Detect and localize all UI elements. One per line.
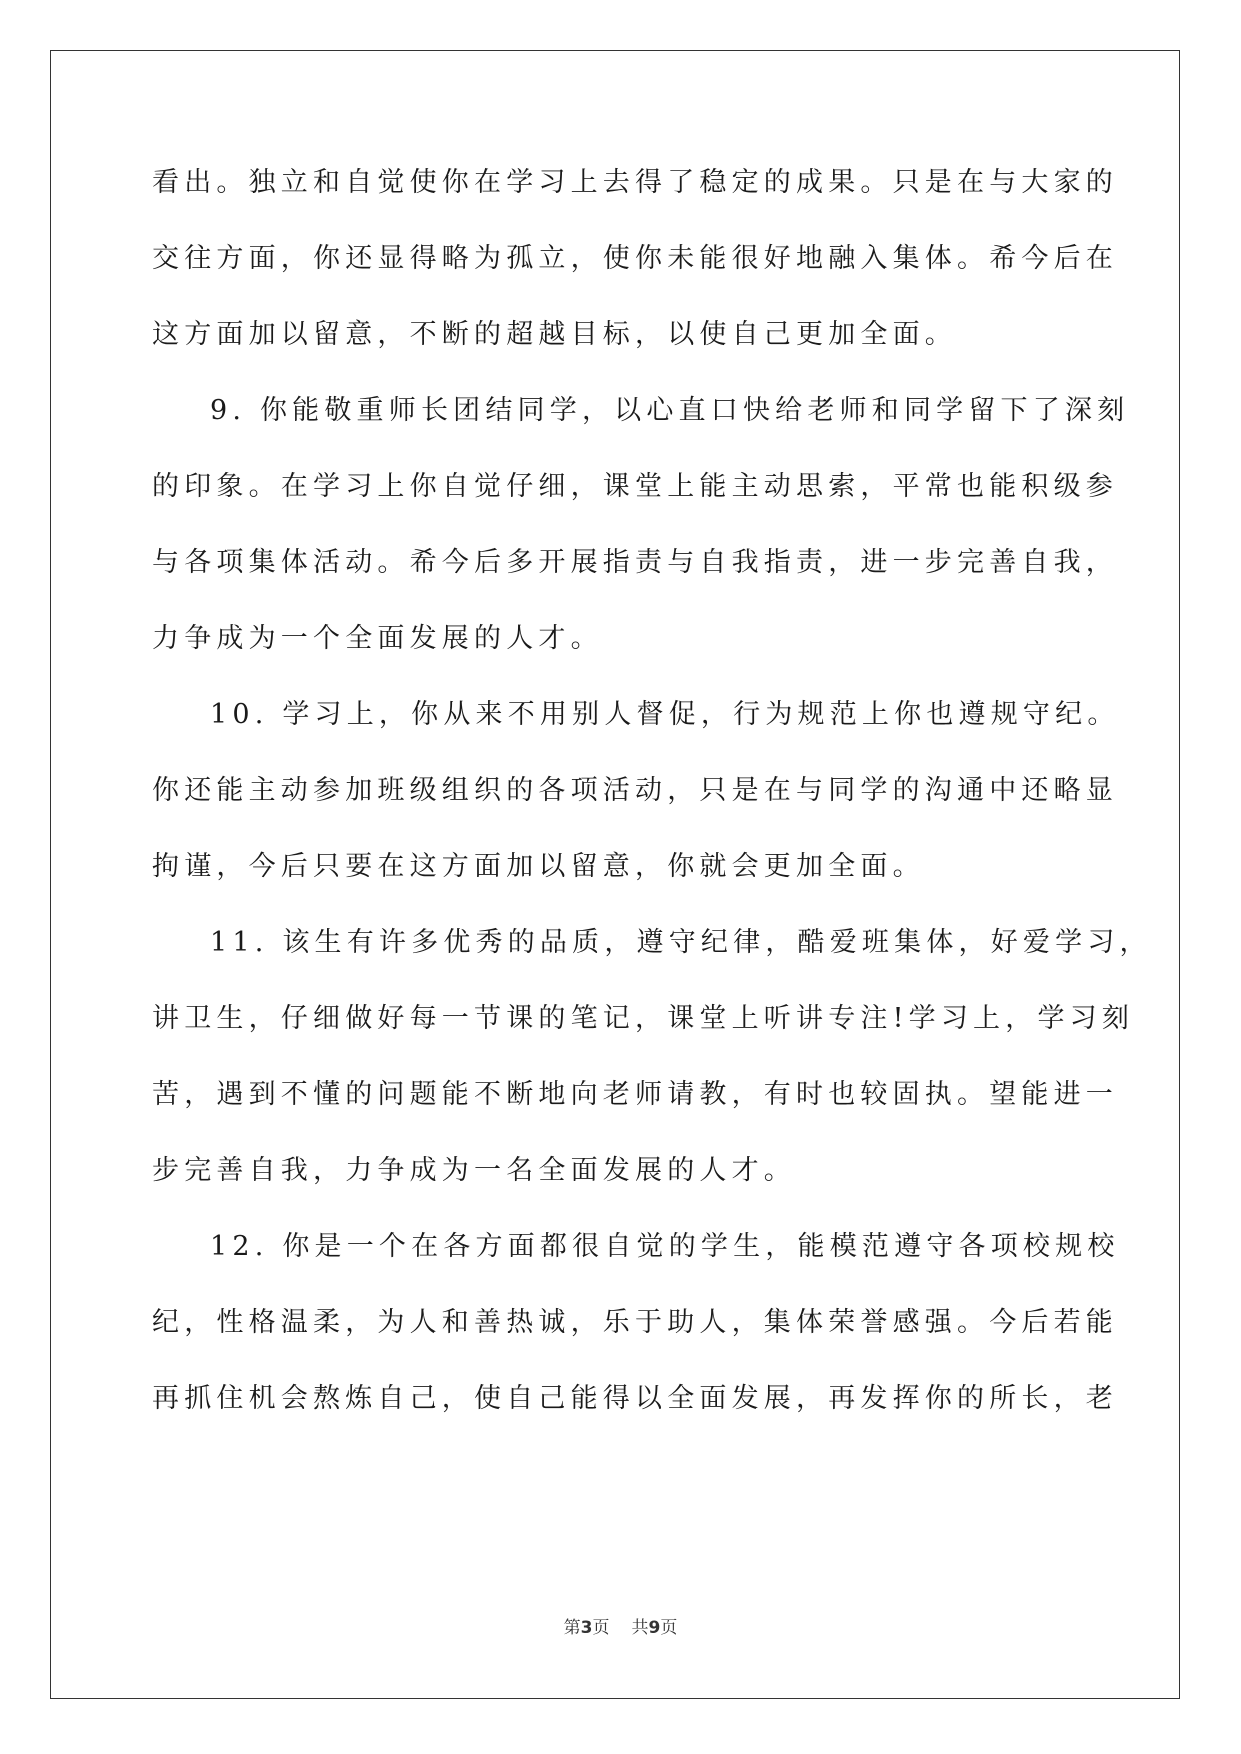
page-number-footer [0,1613,1241,1638]
paragraph-start-line: 10. 学习上，你从来不用别人督促，行为规范上你也遵规守纪。 [210,699,1120,730]
text-line: 的印象。在学习上你自觉仔细，课堂上能主动思索，平常也能积级参 [152,471,1118,502]
text-line: 再抓住机会熬炼自己，使自己能得以全面发展，再发挥你的所长，老 [152,1383,1118,1414]
text-line: 拘谨，今后只要在这方面加以留意，你就会更加全面。 [152,851,925,882]
text-line: 讲卫生，仔细做好每一节课的笔记，课堂上听讲专注!学习上，学习刻 [152,1003,1135,1034]
text-line: 你还能主动参加班级组织的各项活动，只是在与同学的沟通中还略显 [152,775,1118,806]
paragraph-start-line: 11. 该生有许多优秀的品质，遵守纪律，酷爱班集体，好爱学习， [210,927,1152,958]
footer-total-unit: 页 [660,1618,678,1638]
text-line: 这方面加以留意，不断的超越目标，以使自己更加全面。 [152,319,957,350]
text-line: 看出。独立和自觉使你在学习上去得了稳定的成果。只是在与大家的 [152,167,1118,198]
footer-total-prefix: 共 [631,1618,649,1638]
footer-prefix: 第 [563,1618,581,1638]
paragraph-start-line: 12. 你是一个在各方面都很自觉的学生，能模范遵守各项校规校 [210,1231,1120,1262]
text-line: 步完善自我，力争成为一名全面发展的人才。 [152,1155,796,1186]
text-line: 交往方面，你还显得略为孤立，使你未能很好地融入集体。希今后在 [152,243,1118,274]
text-line: 与各项集体活动。希今后多开展指责与自我指责，进一步完善自我， [152,547,1118,578]
current-page-number: 3 [580,1618,593,1638]
text-line: 苦，遇到不懂的问题能不断地向老师请教，有时也较固执。望能进一 [152,1079,1118,1110]
text-line: 纪，性格温柔，为人和善热诚，乐于助人，集体荣誉感强。今后若能 [152,1307,1118,1338]
footer-page-unit: 页 [592,1618,610,1638]
total-pages-number: 9 [648,1618,661,1638]
document-body [152,160,1152,1452]
paragraph-start-line: 9. 你能敬重师长团结同学，以心直口快给老师和同学留下了深刻 [210,395,1130,426]
text-line: 力争成为一个全面发展的人才。 [152,623,603,654]
